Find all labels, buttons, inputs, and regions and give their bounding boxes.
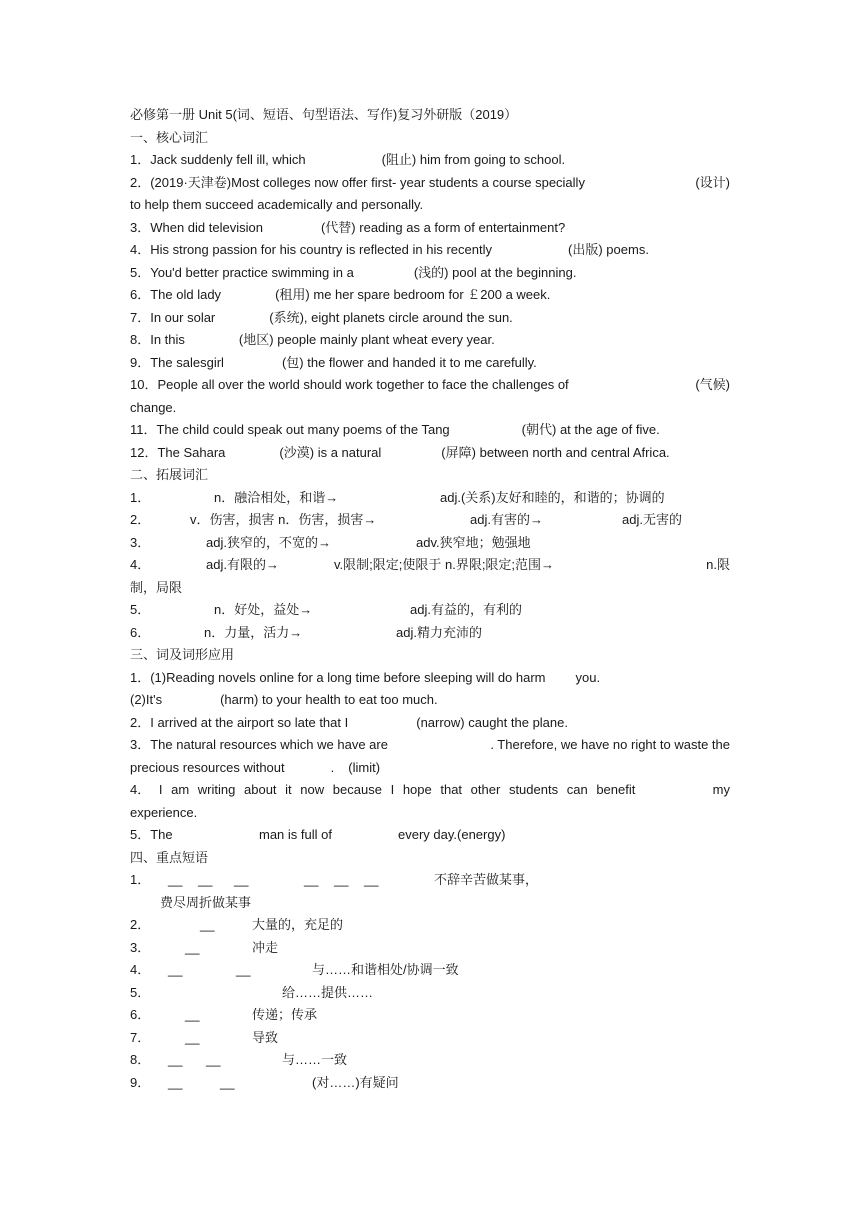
item-number: 4． bbox=[130, 557, 151, 572]
item-text-rest: . Therefore, we have no right to waste the bbox=[490, 737, 730, 752]
phrase-meaning: 冲走 bbox=[252, 940, 279, 955]
item-text: 8．In this bbox=[130, 332, 185, 347]
core-vocab-item-12 bbox=[130, 444, 730, 462]
item-text: adj.有限的→ bbox=[206, 557, 279, 572]
phrase-meaning: 大量的，充足的 bbox=[252, 917, 344, 932]
word: my bbox=[712, 782, 730, 797]
blank-line: __ bbox=[198, 872, 213, 887]
item-text: precious resources without bbox=[130, 760, 285, 775]
word: other bbox=[470, 782, 501, 797]
item-text-rest: every day.(energy) bbox=[398, 827, 506, 842]
item-hint: (气候) bbox=[695, 377, 730, 392]
core-vocab-item-7 bbox=[130, 309, 730, 327]
core-vocab-item-8 bbox=[130, 331, 730, 349]
blank-line: __ bbox=[234, 872, 249, 887]
item-text: n．融洽相处，和谐→ bbox=[214, 490, 339, 505]
word: I bbox=[158, 782, 163, 797]
word-form-item-1b bbox=[130, 691, 730, 709]
blank-line: __ bbox=[206, 1052, 221, 1067]
word: am bbox=[171, 782, 190, 797]
item-number: 3． bbox=[130, 940, 151, 955]
blank-line: __ bbox=[185, 1007, 200, 1022]
item-number: 2． bbox=[130, 917, 151, 932]
item-number: 4． bbox=[130, 962, 151, 977]
word: about bbox=[244, 782, 277, 797]
word: that bbox=[440, 782, 463, 797]
item-text: 2．I arrived at the airport so late that I bbox=[130, 715, 349, 730]
item-text-rest: . bbox=[330, 760, 335, 775]
item-text-rest: is a natural bbox=[317, 445, 382, 460]
item-number: 8． bbox=[130, 1052, 151, 1067]
item-text-rest: at the age of five. bbox=[559, 422, 660, 437]
document-title: 必修第一册 Unit 5(词、短语、句型语法、写作)复习外研版（2019） bbox=[130, 107, 518, 122]
word-form-item-2 bbox=[130, 714, 730, 732]
phrase-meaning: 给……提供…… bbox=[282, 985, 374, 1000]
blank-line: __ bbox=[168, 962, 183, 977]
item-number: 6． bbox=[130, 1007, 151, 1022]
item-text: 5．The bbox=[130, 827, 173, 842]
blank-line: __ bbox=[220, 1075, 235, 1090]
item-text: adj.有益的，有利的 bbox=[410, 602, 522, 617]
word: I bbox=[390, 782, 395, 797]
blank-line: __ bbox=[236, 962, 251, 977]
word-form-item-4 bbox=[130, 781, 730, 799]
item-text: adj.无害的 bbox=[622, 512, 682, 527]
phrase-meaning: 不辞辛苦做某事， bbox=[434, 872, 539, 887]
core-vocab-item-9 bbox=[130, 354, 730, 372]
word: hope bbox=[402, 782, 432, 797]
blank-line: __ bbox=[364, 872, 379, 887]
section-heading-word-forms: 三、词及词形应用 bbox=[130, 647, 235, 662]
item-hint: (屏障) bbox=[441, 445, 476, 460]
core-vocab-item-5 bbox=[130, 264, 730, 282]
item-text: adj.有害的→ bbox=[470, 512, 543, 527]
item-text: 7．In our solar bbox=[130, 310, 216, 325]
item-hint: (设计) bbox=[695, 175, 730, 190]
item-text-rest: (harm) to your health to eat too much. bbox=[220, 692, 438, 707]
blank-line: __ bbox=[168, 1052, 183, 1067]
word-form-item-3-cont bbox=[130, 759, 730, 777]
item-text: 10．People all over the world should work together to face the challenges of bbox=[130, 377, 569, 392]
item-text: 2．(2019·天津卷)Most colleges now offer first- year students a course specially bbox=[130, 175, 585, 190]
section-heading-ext-vocab: 二、拓展词汇 bbox=[130, 467, 209, 482]
blank-line: __ bbox=[200, 917, 215, 932]
item-text-rest: pool at the beginning. bbox=[452, 265, 577, 280]
section-heading-phrases: 四、重点短语 bbox=[130, 850, 209, 865]
item-text: 5．You'd better practice swimming in a bbox=[130, 265, 354, 280]
item-text-rest: him from going to school. bbox=[419, 152, 566, 167]
item-number: 4． bbox=[130, 782, 151, 797]
core-vocab-item-4 bbox=[130, 241, 730, 259]
item-hint: (地区) bbox=[238, 332, 274, 347]
word-form-item-3 bbox=[130, 736, 730, 754]
item-text-rest: people mainly plant wheat every year. bbox=[277, 332, 495, 347]
item-text: 6．The old lady bbox=[130, 287, 222, 302]
item-text: v．伤害，损害 n．伤害，损害→ bbox=[190, 512, 377, 527]
item-hint: (包) bbox=[281, 355, 304, 370]
item-hint: (代替) bbox=[320, 220, 356, 235]
item-number: 5． bbox=[130, 985, 151, 1000]
core-vocab-item-6 bbox=[130, 286, 730, 304]
item-text: 1．Jack suddenly fell ill, which bbox=[130, 152, 306, 167]
phrase-meaning: 费尽周折做某事 bbox=[160, 895, 252, 910]
item-hint: (沙漠) bbox=[279, 445, 315, 460]
section-heading-core-vocab: 一、核心词汇 bbox=[130, 130, 209, 145]
item-text-rest: between north and central Africa. bbox=[479, 445, 670, 460]
item-number: 3． bbox=[130, 535, 151, 550]
item-text: 12．The Sahara bbox=[130, 445, 226, 460]
item-text: n．好处，益处→ bbox=[214, 602, 313, 617]
word: writing bbox=[197, 782, 236, 797]
blank-line: __ bbox=[185, 1030, 200, 1045]
core-vocab-item-2 bbox=[130, 174, 730, 192]
core-vocab-item-3 bbox=[130, 219, 730, 237]
item-text: 3．When did television bbox=[130, 220, 263, 235]
item-hint: (朝代) bbox=[521, 422, 557, 437]
item-text: adj.(关系)友好和睦的，和谐的；协调的 bbox=[440, 490, 665, 505]
item-hint: (租用) bbox=[275, 287, 310, 302]
item-text-rest: eight planets circle around the sun. bbox=[311, 310, 513, 325]
item-number: 9． bbox=[130, 1075, 151, 1090]
blank-line: __ bbox=[168, 1075, 183, 1090]
item-hint: (系统), bbox=[269, 310, 308, 325]
phrase-meaning: 与……一致 bbox=[282, 1052, 348, 1067]
item-text: adj.狭窄的，不宽的→ bbox=[206, 535, 331, 550]
item-text-rest: me her spare bedroom for ￡200 a week. bbox=[313, 287, 551, 302]
phrase-meaning: 与……和谐相处/协调一致 bbox=[312, 962, 459, 977]
item-text-rest: poems. bbox=[606, 242, 649, 257]
item-number: 1． bbox=[130, 872, 151, 887]
word: it bbox=[285, 782, 292, 797]
core-vocab-item-10-cont: change. bbox=[130, 400, 177, 415]
item-text: adv.狭窄地；勉强地 bbox=[416, 535, 531, 550]
item-text: 3．The natural resources which we have are bbox=[130, 737, 388, 752]
item-text-rest: reading as a form of entertainment? bbox=[359, 220, 566, 235]
item-text: adj.精力充沛的 bbox=[396, 625, 482, 640]
item-hint: (浅的) bbox=[413, 265, 449, 280]
phrase-meaning: (对……)有疑问 bbox=[312, 1075, 399, 1090]
item-text-rest: (narrow) caught the plane. bbox=[416, 715, 568, 730]
item-hint: (阻止) bbox=[381, 152, 417, 167]
item-text: 1．(1)Reading novels online for a long time before sleeping will do harm bbox=[130, 670, 546, 685]
item-text: n.限 bbox=[706, 557, 730, 572]
phrase-meaning: 传递；传承 bbox=[252, 1007, 318, 1022]
item-text: 11．The child could speak out many poems of the Tang bbox=[130, 422, 450, 437]
blank-line: __ bbox=[334, 872, 349, 887]
item-number: 7． bbox=[130, 1030, 151, 1045]
item-number: 1． bbox=[130, 490, 151, 505]
item-text-rest: the flower and handed it to me carefully. bbox=[307, 355, 537, 370]
item-text: n．力量，活力→ bbox=[204, 625, 303, 640]
item-text: (2)It's bbox=[130, 692, 163, 707]
core-vocab-item-1 bbox=[130, 151, 730, 169]
core-vocab-item-10 bbox=[130, 376, 730, 394]
item-hint: (limit) bbox=[348, 760, 381, 775]
item-number: 2． bbox=[130, 512, 151, 527]
item-number: 5． bbox=[130, 602, 151, 617]
word: now bbox=[300, 782, 325, 797]
blank-line: __ bbox=[185, 940, 200, 955]
word: students bbox=[508, 782, 559, 797]
item-text: 9．The salesgirl bbox=[130, 355, 224, 370]
item-text-rest: man is full of bbox=[259, 827, 332, 842]
item-number: 6． bbox=[130, 625, 151, 640]
blank-line: __ bbox=[168, 872, 183, 887]
item-text: 4．His strong passion for his country is reflected in his recently bbox=[130, 242, 492, 257]
word: because bbox=[332, 782, 382, 797]
word-form-item-1a bbox=[130, 669, 730, 687]
word-form-item-4-cont: experience. bbox=[130, 805, 198, 820]
item-text: v.限制;限定;使限于 n.界限;限定;范围→ bbox=[334, 557, 555, 572]
phrase-meaning: 导致 bbox=[252, 1030, 279, 1045]
core-vocab-item-2-cont: to help them succeed academically and personally. bbox=[130, 197, 424, 212]
item-hint: (出版) bbox=[568, 242, 603, 257]
item-text-rest: you. bbox=[575, 670, 601, 685]
core-vocab-item-11 bbox=[130, 421, 730, 439]
blank-line: __ bbox=[304, 872, 319, 887]
word: can bbox=[566, 782, 588, 797]
word: benefit bbox=[596, 782, 636, 797]
ext-vocab-item-4-cont: 制，局限 bbox=[130, 580, 183, 595]
